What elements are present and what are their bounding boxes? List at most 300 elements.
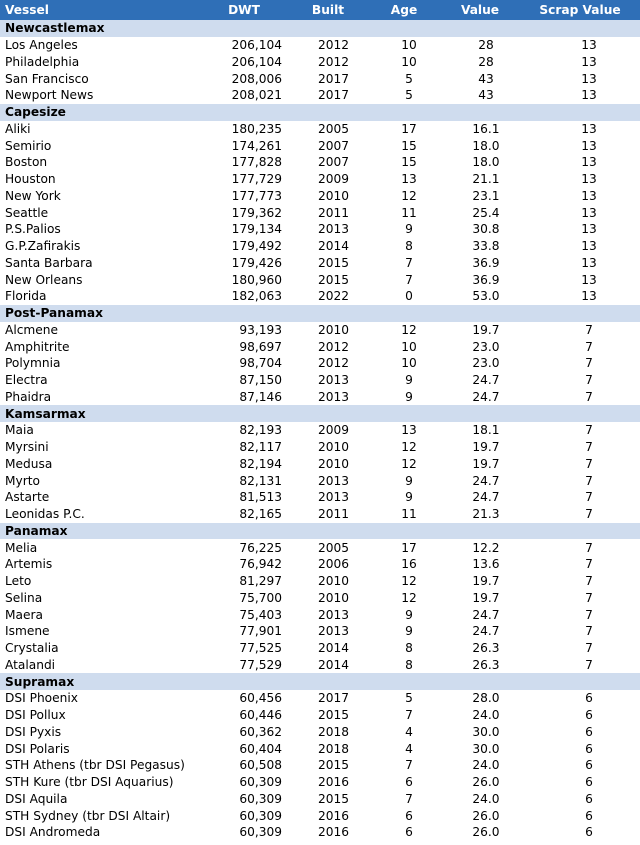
table-row bbox=[0, 657, 640, 674]
header-row bbox=[0, 0, 640, 20]
cell-age: 17 bbox=[401, 121, 417, 136]
cell-scrap-value: 13 bbox=[581, 172, 597, 187]
cell-value: 23.0 bbox=[472, 339, 500, 354]
table-row bbox=[0, 372, 640, 389]
cell-built: 2005 bbox=[318, 121, 350, 136]
group-row bbox=[0, 673, 640, 690]
cell-vessel: Seattle bbox=[5, 205, 49, 220]
cell-vessel: STH Sydney (tbr DSI Altair) bbox=[5, 808, 171, 823]
cell-scrap-value: 13 bbox=[581, 272, 597, 287]
cell-dwt: 87,150 bbox=[239, 373, 282, 388]
cell-value: 26.3 bbox=[472, 657, 500, 672]
cell-value: 18.1 bbox=[472, 423, 500, 438]
cell-dwt: 60,309 bbox=[239, 791, 282, 806]
cell-scrap-value: 13 bbox=[581, 155, 597, 170]
table-row bbox=[0, 338, 640, 355]
cell-dwt: 208,006 bbox=[231, 71, 282, 86]
cell-vessel: STH Kure (tbr DSI Aquarius) bbox=[5, 775, 174, 790]
cell-age: 8 bbox=[405, 641, 413, 656]
cell-age: 15 bbox=[401, 138, 417, 153]
cell-built: 2010 bbox=[318, 590, 350, 605]
cell-built: 2010 bbox=[318, 574, 350, 589]
cell-value: 18.0 bbox=[472, 138, 500, 153]
cell-age: 7 bbox=[405, 758, 413, 773]
cell-scrap-value: 7 bbox=[585, 557, 593, 572]
column-header-dwt: DWT bbox=[200, 0, 288, 20]
column-header-age: Age bbox=[368, 0, 440, 20]
cell-age: 7 bbox=[405, 791, 413, 806]
cell-vessel: New York bbox=[5, 188, 61, 203]
cell-age: 10 bbox=[401, 54, 417, 69]
cell-dwt: 60,446 bbox=[239, 708, 282, 723]
cell-vessel: Ismene bbox=[5, 624, 50, 639]
cell-value: 24.7 bbox=[472, 389, 500, 404]
cell-scrap-value: 7 bbox=[585, 423, 593, 438]
cell-dwt: 179,362 bbox=[231, 205, 282, 220]
cell-value: 19.7 bbox=[472, 456, 500, 471]
table-row bbox=[0, 355, 640, 372]
cell-vessel: Maia bbox=[5, 423, 34, 438]
cell-dwt: 208,021 bbox=[231, 88, 282, 103]
cell-dwt: 206,104 bbox=[231, 54, 282, 69]
cell-vessel: Philadelphia bbox=[5, 54, 80, 69]
cell-age: 8 bbox=[405, 657, 413, 672]
cell-vessel: Crystalia bbox=[5, 641, 59, 656]
table-row bbox=[0, 456, 640, 473]
cell-scrap-value: 13 bbox=[581, 188, 597, 203]
cell-vessel: Myrto bbox=[5, 473, 40, 488]
cell-vessel: Myrsini bbox=[5, 440, 49, 455]
table-row bbox=[0, 707, 640, 724]
table-row bbox=[0, 389, 640, 406]
cell-built: 2015 bbox=[318, 708, 350, 723]
cell-age: 12 bbox=[401, 322, 417, 337]
table-row bbox=[0, 472, 640, 489]
cell-vessel: Melia bbox=[5, 540, 38, 555]
cell-scrap-value: 7 bbox=[585, 624, 593, 639]
cell-scrap-value: 7 bbox=[585, 389, 593, 404]
group-label: Post-Panamax bbox=[0, 305, 640, 322]
cell-dwt: 206,104 bbox=[231, 38, 282, 53]
cell-dwt: 81,513 bbox=[239, 490, 282, 505]
cell-scrap-value: 7 bbox=[585, 456, 593, 471]
cell-scrap-value: 13 bbox=[581, 255, 597, 270]
cell-age: 9 bbox=[405, 490, 413, 505]
cell-value: 33.8 bbox=[472, 239, 500, 254]
cell-built: 2010 bbox=[318, 456, 350, 471]
cell-built: 2014 bbox=[318, 657, 350, 672]
group-row bbox=[0, 104, 640, 121]
cell-value: 24.7 bbox=[472, 607, 500, 622]
cell-value: 19.7 bbox=[472, 574, 500, 589]
cell-dwt: 180,960 bbox=[231, 272, 282, 287]
cell-built: 2013 bbox=[318, 490, 350, 505]
table-row bbox=[0, 255, 640, 272]
column-header-value: Value bbox=[440, 0, 520, 20]
cell-age: 7 bbox=[405, 272, 413, 287]
cell-value: 19.7 bbox=[472, 322, 500, 337]
cell-vessel: P.S.Palios bbox=[5, 222, 61, 237]
cell-vessel: Florida bbox=[5, 289, 47, 304]
cell-built: 2015 bbox=[318, 758, 350, 773]
cell-age: 12 bbox=[401, 574, 417, 589]
cell-vessel: Boston bbox=[5, 155, 48, 170]
cell-scrap-value: 13 bbox=[581, 121, 597, 136]
cell-scrap-value: 7 bbox=[585, 607, 593, 622]
cell-vessel: Santa Barbara bbox=[5, 255, 93, 270]
cell-built: 2010 bbox=[318, 322, 350, 337]
table-row bbox=[0, 573, 640, 590]
table-row bbox=[0, 54, 640, 71]
table-row bbox=[0, 439, 640, 456]
cell-vessel: DSI Pyxis bbox=[5, 724, 62, 739]
cell-built: 2013 bbox=[318, 624, 350, 639]
cell-age: 4 bbox=[405, 741, 413, 756]
cell-built: 2007 bbox=[318, 138, 350, 153]
cell-built: 2012 bbox=[318, 54, 350, 69]
cell-dwt: 76,225 bbox=[239, 540, 282, 555]
group-label: Panamax bbox=[0, 523, 640, 540]
cell-scrap-value: 13 bbox=[581, 88, 597, 103]
cell-vessel: DSI Aquila bbox=[5, 791, 68, 806]
cell-dwt: 82,131 bbox=[239, 473, 282, 488]
cell-dwt: 82,117 bbox=[239, 440, 282, 455]
cell-built: 2022 bbox=[318, 289, 350, 304]
cell-built: 2012 bbox=[318, 339, 350, 354]
cell-dwt: 98,697 bbox=[239, 339, 282, 354]
cell-scrap-value: 7 bbox=[585, 339, 593, 354]
group-row bbox=[0, 20, 640, 37]
cell-built: 2009 bbox=[318, 423, 350, 438]
cell-dwt: 60,309 bbox=[239, 808, 282, 823]
group-label: Kamsarmax bbox=[0, 405, 640, 422]
cell-scrap-value: 7 bbox=[585, 490, 593, 505]
group-row bbox=[0, 523, 640, 540]
cell-age: 13 bbox=[401, 172, 417, 187]
table-row bbox=[0, 757, 640, 774]
cell-age: 10 bbox=[401, 38, 417, 53]
cell-built: 2016 bbox=[318, 808, 350, 823]
cell-dwt: 180,235 bbox=[231, 121, 282, 136]
cell-value: 24.7 bbox=[472, 373, 500, 388]
cell-vessel: Houston bbox=[5, 172, 56, 187]
cell-age: 5 bbox=[405, 88, 413, 103]
table-row bbox=[0, 606, 640, 623]
cell-built: 2015 bbox=[318, 791, 350, 806]
cell-scrap-value: 13 bbox=[581, 71, 597, 86]
cell-value: 24.7 bbox=[472, 624, 500, 639]
cell-value: 53.0 bbox=[472, 289, 500, 304]
cell-value: 21.1 bbox=[472, 172, 500, 187]
cell-age: 6 bbox=[405, 825, 413, 840]
cell-scrap-value: 6 bbox=[585, 791, 593, 806]
cell-age: 9 bbox=[405, 607, 413, 622]
cell-value: 43 bbox=[478, 88, 494, 103]
cell-dwt: 82,165 bbox=[239, 507, 282, 522]
group-label: Supramax bbox=[0, 673, 640, 690]
cell-dwt: 82,194 bbox=[239, 456, 282, 471]
cell-built: 2006 bbox=[318, 557, 350, 572]
table-row bbox=[0, 422, 640, 439]
table-row bbox=[0, 322, 640, 339]
cell-age: 13 bbox=[401, 423, 417, 438]
cell-age: 8 bbox=[405, 239, 413, 254]
cell-age: 11 bbox=[401, 507, 417, 522]
cell-age: 5 bbox=[405, 71, 413, 86]
cell-age: 6 bbox=[405, 808, 413, 823]
table-row bbox=[0, 238, 640, 255]
cell-vessel: New Orleans bbox=[5, 272, 83, 287]
table-row bbox=[0, 204, 640, 221]
cell-scrap-value: 7 bbox=[585, 322, 593, 337]
cell-value: 21.3 bbox=[472, 507, 500, 522]
cell-vessel: San Francisco bbox=[5, 71, 89, 86]
cell-vessel: Leto bbox=[5, 574, 32, 589]
cell-dwt: 81,297 bbox=[239, 574, 282, 589]
cell-scrap-value: 6 bbox=[585, 708, 593, 723]
cell-value: 26.0 bbox=[472, 775, 500, 790]
cell-vessel: Leonidas P.C. bbox=[5, 507, 85, 522]
cell-age: 7 bbox=[405, 708, 413, 723]
cell-value: 26.3 bbox=[472, 641, 500, 656]
table-header bbox=[0, 0, 640, 20]
cell-age: 9 bbox=[405, 222, 413, 237]
cell-dwt: 93,193 bbox=[239, 322, 282, 337]
cell-scrap-value: 7 bbox=[585, 657, 593, 672]
cell-built: 2013 bbox=[318, 473, 350, 488]
cell-value: 23.1 bbox=[472, 188, 500, 203]
column-header-built: Built bbox=[288, 0, 368, 20]
cell-scrap-value: 6 bbox=[585, 758, 593, 773]
cell-value: 26.0 bbox=[472, 808, 500, 823]
cell-value: 43 bbox=[478, 71, 494, 86]
cell-age: 4 bbox=[405, 724, 413, 739]
cell-scrap-value: 13 bbox=[581, 289, 597, 304]
cell-value: 19.7 bbox=[472, 590, 500, 605]
cell-built: 2010 bbox=[318, 440, 350, 455]
cell-dwt: 177,828 bbox=[231, 155, 282, 170]
cell-value: 24.7 bbox=[472, 473, 500, 488]
cell-scrap-value: 13 bbox=[581, 38, 597, 53]
cell-dwt: 77,529 bbox=[239, 657, 282, 672]
cell-value: 28.0 bbox=[472, 691, 500, 706]
cell-scrap-value: 7 bbox=[585, 440, 593, 455]
cell-dwt: 60,309 bbox=[239, 825, 282, 840]
cell-scrap-value: 7 bbox=[585, 473, 593, 488]
cell-vessel: Amphitrite bbox=[5, 339, 70, 354]
cell-vessel: Electra bbox=[5, 373, 48, 388]
cell-age: 17 bbox=[401, 540, 417, 555]
cell-age: 16 bbox=[401, 557, 417, 572]
cell-built: 2012 bbox=[318, 356, 350, 371]
cell-built: 2009 bbox=[318, 172, 350, 187]
cell-value: 36.9 bbox=[472, 255, 500, 270]
cell-value: 30.0 bbox=[472, 724, 500, 739]
table-row bbox=[0, 137, 640, 154]
cell-dwt: 87,146 bbox=[239, 389, 282, 404]
cell-value: 25.4 bbox=[472, 205, 500, 220]
cell-dwt: 179,492 bbox=[231, 239, 282, 254]
cell-built: 2013 bbox=[318, 607, 350, 622]
cell-dwt: 177,773 bbox=[231, 188, 282, 203]
cell-age: 7 bbox=[405, 255, 413, 270]
cell-value: 19.7 bbox=[472, 440, 500, 455]
cell-vessel: DSI Polaris bbox=[5, 741, 70, 756]
cell-dwt: 60,508 bbox=[239, 758, 282, 773]
table-row bbox=[0, 221, 640, 238]
table-row bbox=[0, 121, 640, 138]
group-row bbox=[0, 405, 640, 422]
cell-dwt: 77,525 bbox=[239, 641, 282, 656]
cell-dwt: 60,456 bbox=[239, 691, 282, 706]
group-label: Capesize bbox=[0, 104, 640, 121]
cell-dwt: 75,700 bbox=[239, 590, 282, 605]
cell-scrap-value: 7 bbox=[585, 540, 593, 555]
cell-vessel: Los Angeles bbox=[5, 38, 78, 53]
cell-age: 5 bbox=[405, 691, 413, 706]
cell-value: 13.6 bbox=[472, 557, 500, 572]
cell-vessel: Maera bbox=[5, 607, 43, 622]
cell-built: 2016 bbox=[318, 825, 350, 840]
cell-scrap-value: 13 bbox=[581, 138, 597, 153]
table-row bbox=[0, 807, 640, 824]
cell-built: 2005 bbox=[318, 540, 350, 555]
cell-age: 6 bbox=[405, 775, 413, 790]
cell-age: 9 bbox=[405, 373, 413, 388]
group-row bbox=[0, 305, 640, 322]
cell-scrap-value: 6 bbox=[585, 775, 593, 790]
cell-scrap-value: 13 bbox=[581, 222, 597, 237]
cell-value: 24.7 bbox=[472, 490, 500, 505]
cell-built: 2012 bbox=[318, 38, 350, 53]
cell-value: 16.1 bbox=[472, 121, 500, 136]
table-row bbox=[0, 188, 640, 205]
table-row bbox=[0, 590, 640, 607]
table-row bbox=[0, 506, 640, 523]
cell-dwt: 174,261 bbox=[231, 138, 282, 153]
cell-scrap-value: 7 bbox=[585, 373, 593, 388]
cell-dwt: 60,404 bbox=[239, 741, 282, 756]
cell-vessel: Aliki bbox=[5, 121, 31, 136]
cell-age: 9 bbox=[405, 389, 413, 404]
cell-dwt: 182,063 bbox=[231, 289, 282, 304]
cell-vessel: DSI Phoenix bbox=[5, 691, 78, 706]
cell-vessel: Selina bbox=[5, 590, 43, 605]
table-row bbox=[0, 271, 640, 288]
cell-built: 2013 bbox=[318, 373, 350, 388]
table-row bbox=[0, 623, 640, 640]
table-row bbox=[0, 556, 640, 573]
cell-age: 0 bbox=[405, 289, 413, 304]
cell-vessel: DSI Andromeda bbox=[5, 825, 101, 840]
cell-scrap-value: 6 bbox=[585, 691, 593, 706]
table-row bbox=[0, 539, 640, 556]
group-label: Newcastlemax bbox=[0, 20, 640, 37]
table-row bbox=[0, 774, 640, 791]
cell-built: 2013 bbox=[318, 389, 350, 404]
cell-dwt: 60,362 bbox=[239, 724, 282, 739]
table-row bbox=[0, 154, 640, 171]
cell-built: 2013 bbox=[318, 222, 350, 237]
cell-scrap-value: 6 bbox=[585, 825, 593, 840]
cell-scrap-value: 7 bbox=[585, 590, 593, 605]
cell-vessel: Alcmene bbox=[5, 322, 59, 337]
cell-scrap-value: 13 bbox=[581, 54, 597, 69]
cell-built: 2011 bbox=[318, 205, 350, 220]
cell-age: 15 bbox=[401, 155, 417, 170]
table-row bbox=[0, 288, 640, 305]
table-row bbox=[0, 489, 640, 506]
cell-scrap-value: 7 bbox=[585, 641, 593, 656]
cell-built: 2015 bbox=[318, 255, 350, 270]
table-row bbox=[0, 37, 640, 54]
cell-value: 24.0 bbox=[472, 758, 500, 773]
cell-built: 2017 bbox=[318, 691, 350, 706]
cell-age: 12 bbox=[401, 188, 417, 203]
table-row bbox=[0, 724, 640, 741]
cell-vessel: DSI Pollux bbox=[5, 708, 66, 723]
cell-value: 28 bbox=[478, 38, 494, 53]
cell-scrap-value: 6 bbox=[585, 741, 593, 756]
cell-built: 2011 bbox=[318, 507, 350, 522]
table-row bbox=[0, 87, 640, 104]
column-header-scrap-value: Scrap Value bbox=[520, 0, 640, 20]
cell-scrap-value: 7 bbox=[585, 507, 593, 522]
cell-dwt: 77,901 bbox=[239, 624, 282, 639]
cell-age: 12 bbox=[401, 456, 417, 471]
cell-value: 36.9 bbox=[472, 272, 500, 287]
table-row bbox=[0, 171, 640, 188]
table-row bbox=[0, 791, 640, 808]
cell-age: 9 bbox=[405, 624, 413, 639]
cell-vessel: Newport News bbox=[5, 88, 94, 103]
cell-value: 23.0 bbox=[472, 356, 500, 371]
table-row bbox=[0, 690, 640, 707]
cell-dwt: 179,426 bbox=[231, 255, 282, 270]
cell-built: 2010 bbox=[318, 188, 350, 203]
cell-vessel: Medusa bbox=[5, 456, 53, 471]
table-row bbox=[0, 70, 640, 87]
cell-age: 12 bbox=[401, 590, 417, 605]
cell-built: 2018 bbox=[318, 741, 350, 756]
cell-vessel: Polymnia bbox=[5, 356, 61, 371]
cell-dwt: 76,942 bbox=[239, 557, 282, 572]
cell-built: 2014 bbox=[318, 239, 350, 254]
cell-value: 28 bbox=[478, 54, 494, 69]
cell-built: 2016 bbox=[318, 775, 350, 790]
cell-dwt: 60,309 bbox=[239, 775, 282, 790]
cell-dwt: 82,193 bbox=[239, 423, 282, 438]
cell-age: 12 bbox=[401, 440, 417, 455]
cell-built: 2015 bbox=[318, 272, 350, 287]
cell-value: 24.0 bbox=[472, 708, 500, 723]
cell-value: 12.2 bbox=[472, 540, 500, 555]
cell-scrap-value: 13 bbox=[581, 239, 597, 254]
table-row bbox=[0, 824, 640, 841]
cell-vessel: Astarte bbox=[5, 490, 50, 505]
cell-value: 30.8 bbox=[472, 222, 500, 237]
table-row bbox=[0, 740, 640, 757]
cell-vessel: STH Athens (tbr DSI Pegasus) bbox=[5, 758, 185, 773]
cell-age: 11 bbox=[401, 205, 417, 220]
cell-scrap-value: 7 bbox=[585, 356, 593, 371]
cell-value: 24.0 bbox=[472, 791, 500, 806]
cell-built: 2017 bbox=[318, 71, 350, 86]
cell-vessel: Artemis bbox=[5, 557, 53, 572]
cell-dwt: 177,729 bbox=[231, 172, 282, 187]
table-body bbox=[0, 20, 640, 841]
cell-vessel: Phaidra bbox=[5, 389, 52, 404]
